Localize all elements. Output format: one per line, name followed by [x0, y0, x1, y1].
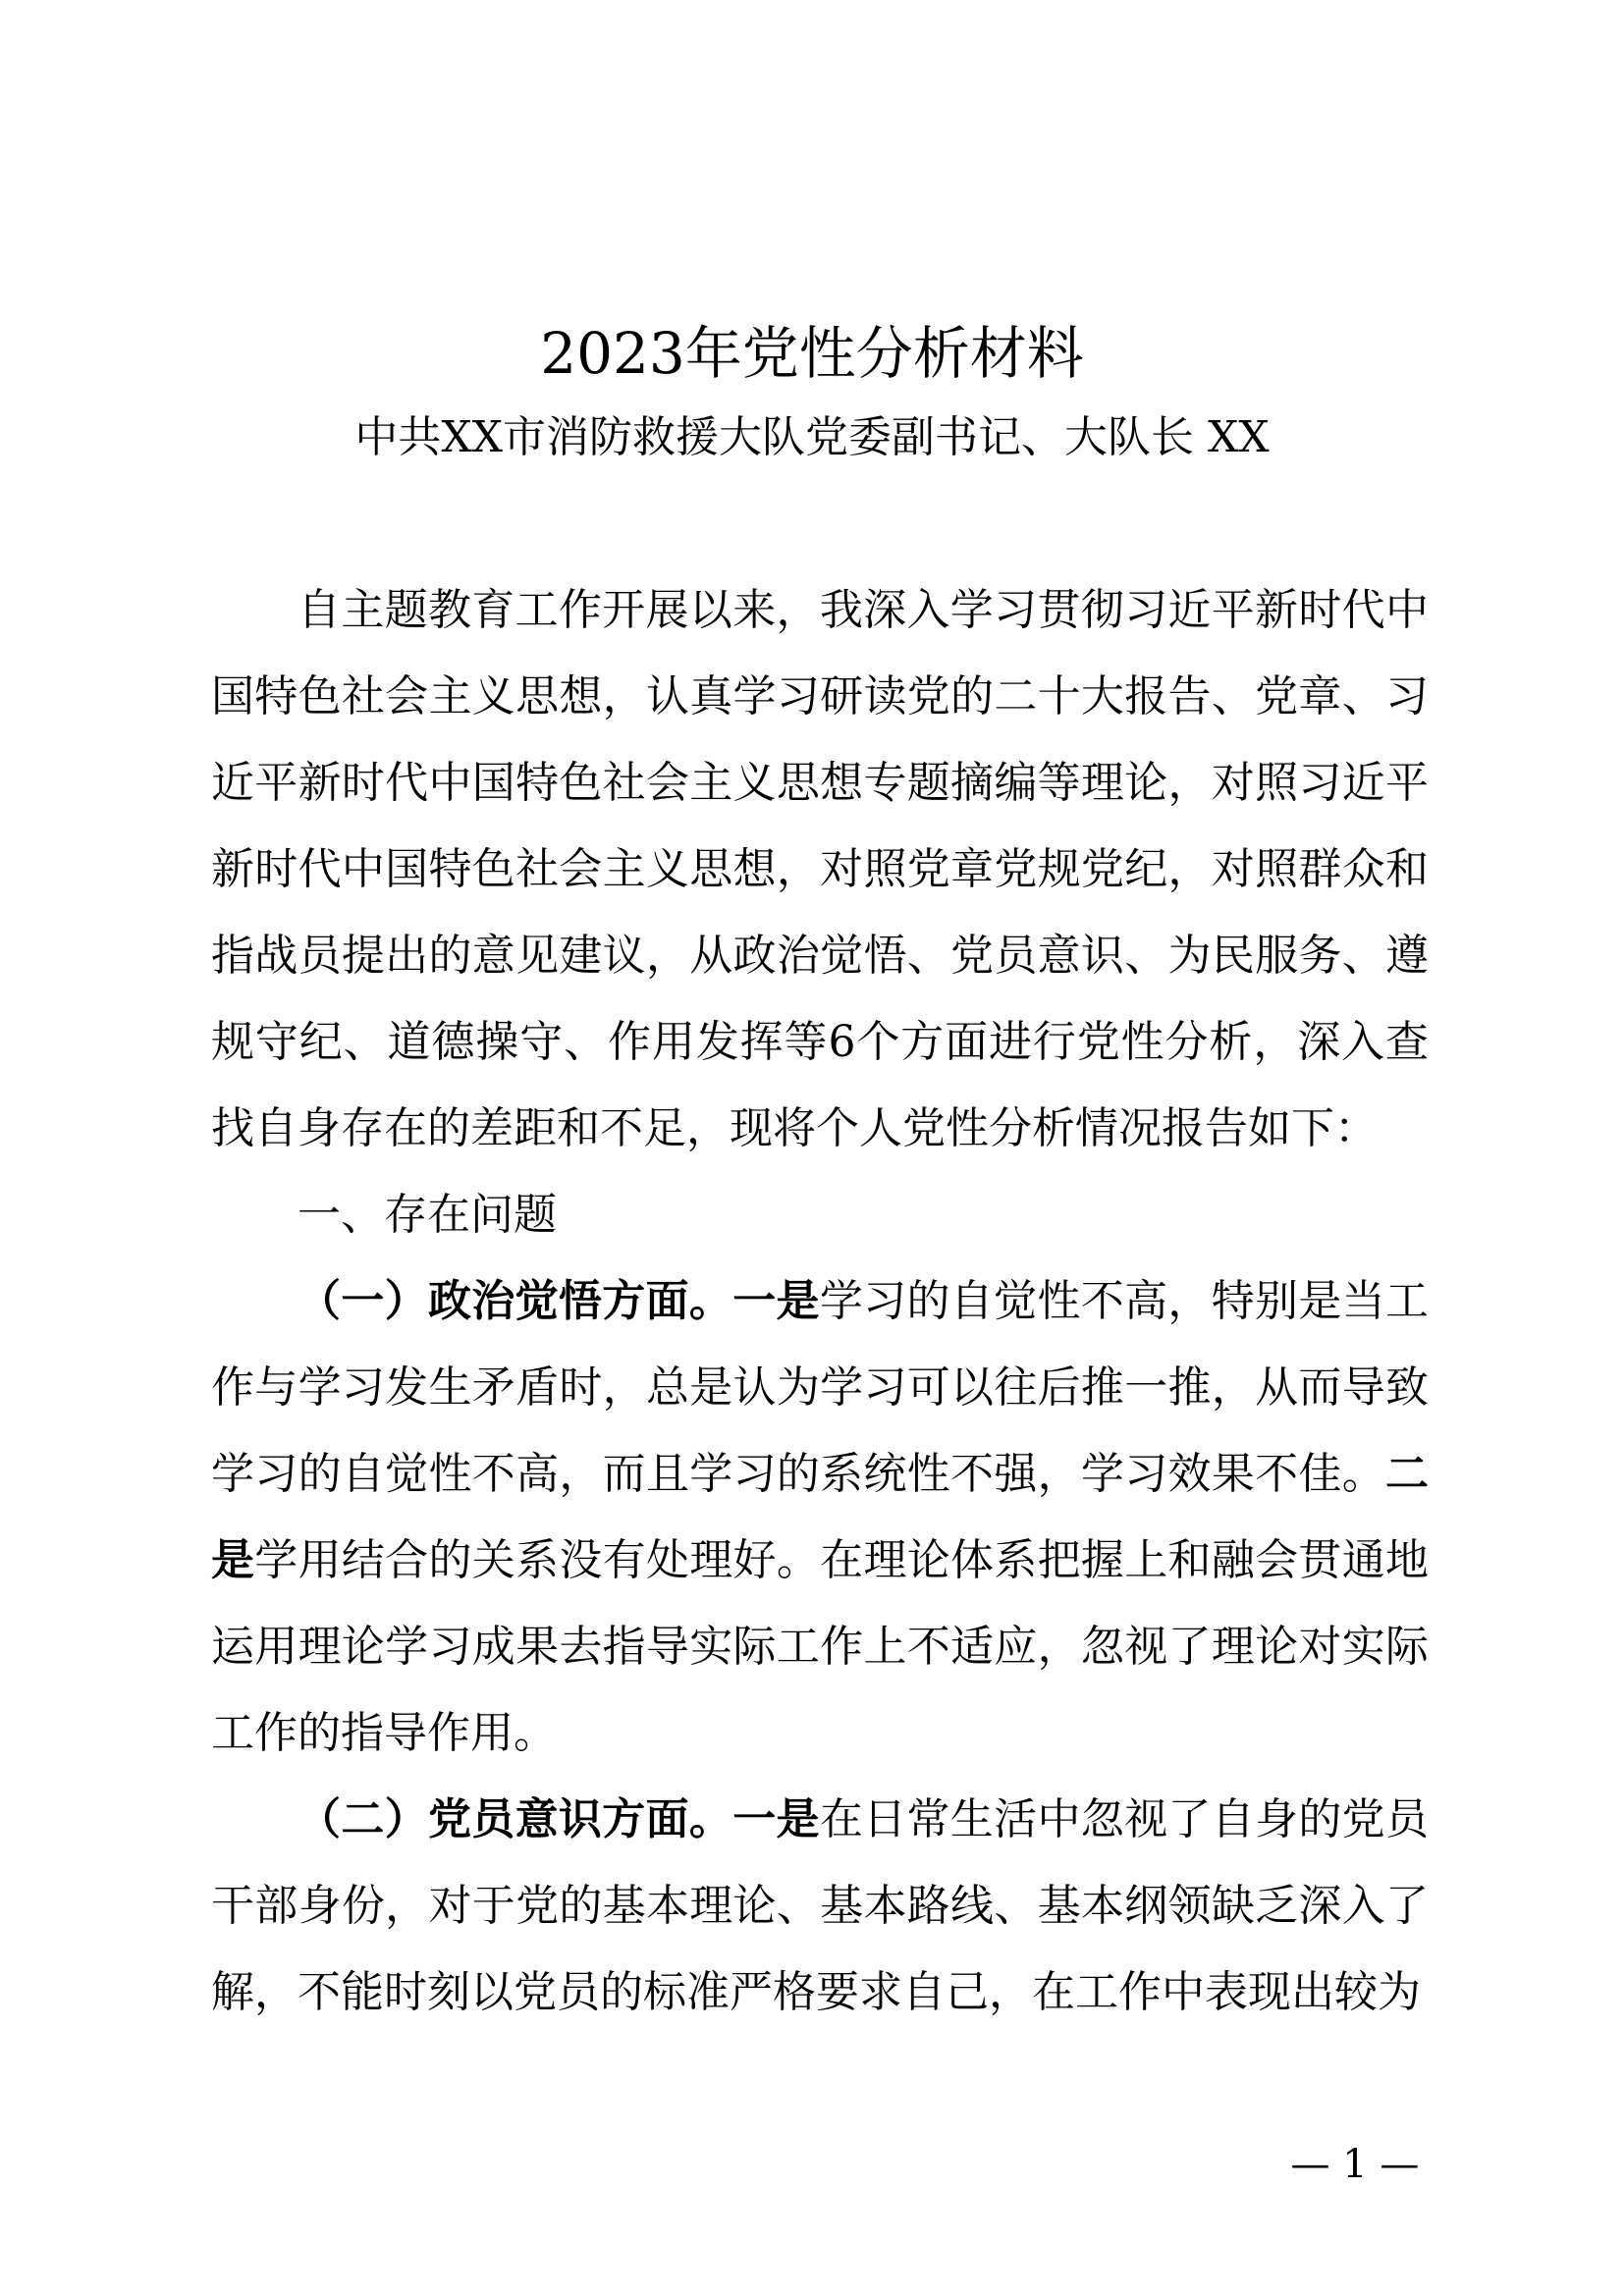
- political-awareness-paragraph: [211, 1258, 1429, 1777]
- party-awareness-heading: （二）党员意识方面。: [298, 1794, 733, 1844]
- point-text-first: 在日常生活中忽视了自身的党员干部身份，对于党的基本理论、基本路线、基本纲领缺乏深入了解，不能时刻以党员的标准严格要求自己，在工作中表现出较为: [211, 1794, 1430, 2017]
- political-awareness-heading: （一）政治觉悟方面。: [298, 1276, 733, 1326]
- point-label-first: 一是: [732, 1794, 820, 1844]
- party-awareness-paragraph: [211, 1777, 1429, 2036]
- page-number: — 1 —: [1290, 2142, 1420, 2187]
- document-body: [211, 567, 1429, 2036]
- section-heading-problems: 一、存在问题: [298, 1190, 557, 1240]
- point-label-first: 一是: [732, 1276, 820, 1326]
- document-title: 2023年党性分析材料: [540, 320, 1084, 387]
- document-subtitle: 中共XX市消防救援大队党委副书记、大队长 XX: [354, 412, 1270, 462]
- point-label-second: 二是: [211, 1449, 1429, 1585]
- point-text-second: 学用结合的关系没有处理好。在理论体系把握上和融会贯通地运用理论学习成果去指导实际工作上不适应，忽视了理论对实际工作的指导作用。: [211, 1535, 1429, 1758]
- intro-paragraph: 自主题教育工作开展以来，我深入学习贯彻习近平新时代中国特色社会主义思想，认真学习研读党的二十大报告、党章、习近平新时代中国特色社会主义思想专题摘编等理论，对照习近平新时代中国特色社会主义思想，对照党章党规党纪，对照群众和指战员提出的意见建议，从政治觉悟、党员意识、为民服务、遵规守纪、道德操守、作用发挥等6个方面进行党性分析，深入查找自身存在的差距和不足，现将个人党性分析情况报告如下：: [211, 585, 1429, 1153]
- point-text-first: 学习的自觉性不高，特别是当工作与学习发生矛盾时，总是认为学习可以往后推一推，从而导致学习的自觉性不高，而且学习的系统性不强，学习效果不佳。: [211, 1276, 1430, 1499]
